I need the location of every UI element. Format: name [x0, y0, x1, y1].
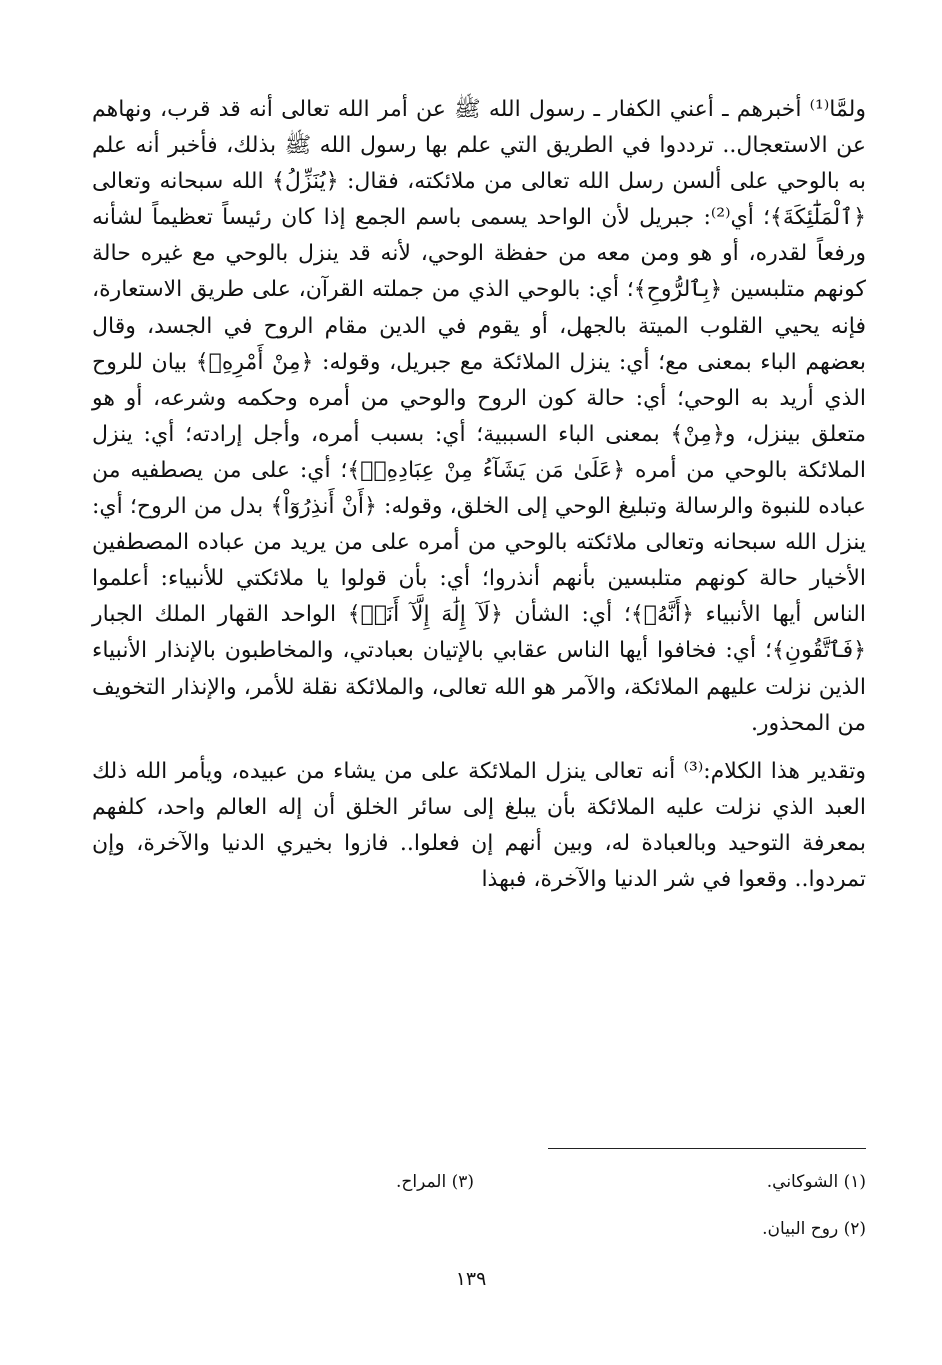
paragraph-2: وتقدير هذا الكلام:⁽³⁾ أنه تعالى ينزل الملائكة على من يشاء من عبيده، ويأمر الله ذلك العبد الذي نزلت عليه الملائكة بأن يبلغ إلى سائر الخلق أن إله العالم واحد، كلفهم بمعرفة التوحيد وبالعبادة له، وبين أنهم إن فعلوا.. فازوا بخيري الدنيا والآخرة، وإن تمردوا.. وقعوا في شر الدنيا والآخرة، فبهذا	[92, 758, 867, 892]
footnote-2: (٢) روح البيان.	[762, 1219, 866, 1239]
paragraph-1: ولمَّا⁽¹⁾ أخبرهم ـ أعني الكفار ـ رسول الله ﷺ عن أمر الله تعالى أنه قد قرب، ونهاهم عن الاستعجال.. ترددوا في الطريق التي علم بها رسول الله ﷺ بذلك، فأخبر أنه علم به بالوحي على ألسن رسل الله تعالى من ملائكته، فقال: ﴿يُنَزِّلُ﴾ الله سبحانه وتعالى ﴿ٱلْمَلَٰٓئِكَةَ﴾؛ أي⁽²⁾: جبريل لأن الواحد يسمى باسم الجمع إذا كان رئيساً تعظيماً لشأنه ورفعاً لقدره، أو هو ومن معه من حفظة الوحي، لأنه قد ينزل بالوحي مع غيره حالة كونهم متلبسين ﴿بِٱلرُّوحِ﴾؛ أي: بالوحي الذي من جملته القرآن، على طريق الاستعارة، فإنه يحيي القلوب الميتة بالجهل، أو يقوم في الدين مقام الروح في الجسد، وقال بعضهم الباء بمعنى مع؛ أي: ينزل الملائكة مع جبريل، وقوله: ﴿مِنْ أَمْرِهِۦ﴾ بيان للروح الذي أريد به الوحي؛ أي: حالة كون الروح والوحي من أمره وحكمه وشرعه، أو هو متعلق بينزل، و﴿مِنْ﴾ بمعنى الباء السببية؛ أي: بسبب أمره، وأجل إرادته؛ أي: ينزل الملائكة بالوحي من أمره ﴿عَلَىٰ مَن يَشَآءُ مِنْ عِبَادِهِۦٓ﴾؛ أي: على من يصطفيه من عباده للنبوة والرسالة وتبليغ الوحي إلى الخلق، وقوله: ﴿أَنْ أَنذِرُوٓاْ﴾ بدل من الروح؛ أي: ينزل الله سبحانه وتعالى ملائكته بالوحي من أمره على من يريد من عباده المصطفين الأخيار حالة كونهم متلبسين بأنهم أنذروا؛ أي: بأن قولوا يا ملائكتي للأنبياء: أعلموا الناس أيها الأنبياء ﴿أَنَّهُۥ﴾؛ أي: الشأن ﴿لَآ إِلَٰهَ إِلَّآ أَنَا۠﴾ الواحد القهار الملك الجبار ﴿فَٱتَّقُونِ﴾؛ أي: فخافوا أيها الناس عقابي بالإتيان بعبادتي، والمخاطبون بالإنذار الأنبياء الذين نزلت عليهم الملائكة، والآمر هو الله تعالى، والملائكة نقلة للأمر، والإنذار التخويف من المحذور.	[92, 97, 866, 736]
main-text	[92, 92, 866, 898]
page-number: ١٣٩	[455, 1268, 487, 1290]
footnote-separator	[548, 1148, 866, 1149]
footnote-1: (١) الشوكاني.	[766, 1172, 866, 1192]
footnote-3: (٣) المراح.	[395, 1172, 474, 1192]
